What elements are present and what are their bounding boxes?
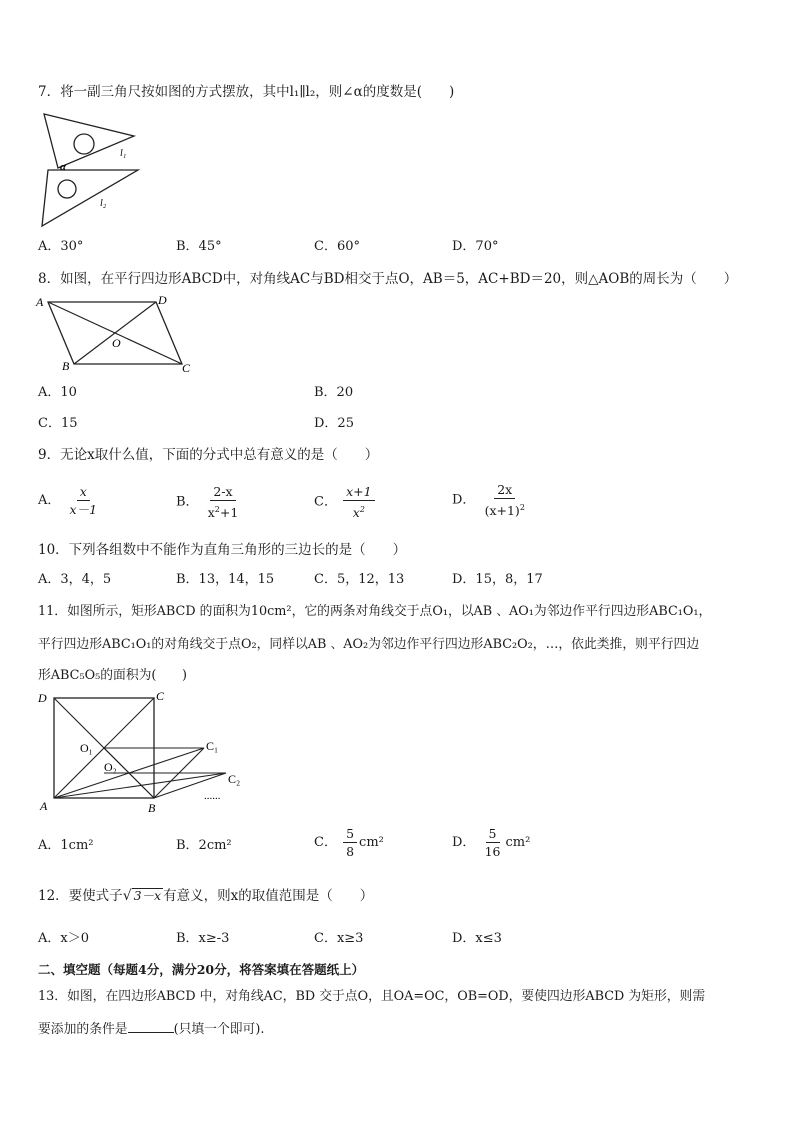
q13-line-2 <box>38 1020 264 1039</box>
q9-option-c <box>314 484 377 520</box>
label-l1: l₁ <box>120 148 127 159</box>
answer-blank[interactable] <box>128 1020 174 1033</box>
q11-d-unit: cm² <box>505 835 531 850</box>
q9-stem: 9．无论x取什么值，下面的分式中总有意义的是（ ） <box>38 447 379 463</box>
label-o1: O₁ <box>80 741 93 755</box>
q9-d-fraction <box>482 482 528 518</box>
label-c2: C₂ <box>228 772 241 786</box>
q11-line-1: 11．如图所示，矩形ABCD 的面积为10cm²，它的两条对角线交于点O₁，以AB 、AO₁为邻边作平行四边形ABC₁O₁， <box>38 604 712 619</box>
q7-stem: 7．将一副三角尺按如图的方式摆放，其中l₁∥l₂，则∠α的度数是( ) <box>38 84 455 100</box>
q11-d-den: 16 <box>484 844 501 859</box>
q9-c-num: x+1 <box>343 484 374 501</box>
q10-option-b: B．13，14，15 <box>176 572 275 587</box>
label-b: B <box>148 801 156 815</box>
q12-stem <box>38 887 373 905</box>
q9-a-den: x－1 <box>69 502 98 517</box>
label-c: C <box>182 361 191 375</box>
q11-d-num: 5 <box>486 826 500 843</box>
q12-stem-post: 有意义，则x的取值范围是（ ） <box>163 888 374 904</box>
q7-option-b: B．45° <box>176 239 222 254</box>
q11-option-c <box>314 826 384 859</box>
q11-c-den: 8 <box>346 844 355 859</box>
label-b: B <box>62 359 70 373</box>
q11-d-fraction <box>482 826 504 859</box>
q9-a-fraction <box>67 484 101 517</box>
q8-figure <box>34 292 198 376</box>
q11-c-num: 5 <box>343 826 357 843</box>
label-o2: O₂ <box>104 760 117 774</box>
q9-d-den: $(x+1)^2$ <box>484 503 525 519</box>
q12-option-d: D．x≤3 <box>452 931 502 946</box>
upper-triangle <box>44 114 134 168</box>
q11-c-fraction <box>343 826 357 859</box>
q7-option-c: C．60° <box>314 239 360 254</box>
q11-figure <box>34 686 250 816</box>
q7-option-d: D．70° <box>452 239 499 254</box>
q9-c-fraction <box>343 484 374 520</box>
q13-line-2-post: (只填一个即可). <box>173 1022 265 1037</box>
q9-c-den: $x^2$ <box>352 505 365 521</box>
label-d: D <box>38 691 47 705</box>
q10-option-d: D．15，8，17 <box>452 572 543 587</box>
q9-b-label: B． <box>176 494 199 510</box>
q13-line-2-pre: 要添加的条件是 <box>38 1022 128 1037</box>
q9-b-num: 2-x <box>210 484 235 501</box>
q8-option-c: C．15 <box>38 416 78 431</box>
label-c1: C₁ <box>206 739 219 753</box>
q8-option-a: A．10 <box>38 385 77 400</box>
q9-option-b <box>176 484 243 520</box>
segment-a-c2 <box>54 773 226 798</box>
q10-option-a: A．3，4，5 <box>38 572 112 587</box>
q8-stem: 8．如图，在平行四边形ABCD中，对角线AC与BD相交于点O，AB＝5，AC+BD＝20，则△AOB的周长为（ ） <box>38 271 738 287</box>
q9-d-num: 2x <box>494 482 515 499</box>
q10-option-c: C．5，12，13 <box>314 572 405 587</box>
q11-c-label: C． <box>314 835 337 850</box>
label-dots: ...... <box>204 790 221 802</box>
q9-option-a <box>38 484 102 517</box>
label-a: A <box>40 799 48 813</box>
label-l2: l₂ <box>100 198 107 209</box>
q9-a-num: x <box>77 484 90 501</box>
q9-b-den: $x^2+1$ <box>207 505 239 521</box>
q11-option-d <box>452 826 530 859</box>
q9-c-label: C． <box>314 494 337 510</box>
q9-option-d <box>452 482 530 518</box>
section-2-title: 二、填空题（每题4分，满分20分，将答案填在答题纸上） <box>38 962 365 977</box>
diagonal-bd <box>74 302 156 364</box>
q8-option-b: B．20 <box>314 385 354 400</box>
q7-option-a: A．30° <box>38 239 84 254</box>
q11-d-label: D． <box>452 835 476 850</box>
q9-a-label: A． <box>38 493 61 508</box>
lower-circle <box>58 180 76 198</box>
q8-option-d: D．25 <box>314 416 354 431</box>
label-c: C <box>156 689 165 703</box>
q10-stem: 10．下列各组数中不能作为直角三角形的三边长的是（ ） <box>38 542 407 558</box>
label-alpha: α <box>60 161 67 173</box>
lower-triangle <box>42 170 138 226</box>
label-o: O <box>112 336 121 350</box>
label-d: D <box>158 293 167 307</box>
q9-d-label: D． <box>452 492 476 508</box>
q11-option-a: A．1cm² <box>38 838 94 853</box>
q12-stem-pre: 12．要使式子 <box>38 888 123 904</box>
q11-c-unit: cm² <box>359 835 384 850</box>
q11-line-3: 形ABC₅O₅的面积为( ) <box>38 668 187 683</box>
q12-radicand: 3－x <box>133 888 162 903</box>
q7-figure <box>38 110 146 230</box>
q11-line-2: 平行四边形ABC₁O₁的对角线交于点O₂，同样以AB 、AO₂为邻边作平行四边形ABC₂O₂，…，依此类推，则平行四边 <box>38 637 700 652</box>
label-a: A <box>36 295 44 309</box>
radical-sign: √ <box>122 888 132 904</box>
q13-line-1: 13．如图，在四边形ABCD 中，对角线AC，BD 交于点O，且OA=OC，OB=OD，要使四边形ABCD 为矩形，则需 <box>38 989 706 1004</box>
q12-option-a: A．x＞0 <box>38 931 89 946</box>
q9-b-fraction <box>205 484 242 520</box>
q12-option-c: C．x≥3 <box>314 931 364 946</box>
upper-circle <box>74 134 94 154</box>
q11-option-b: B．2cm² <box>176 838 232 853</box>
q12-option-b: B．x≥-3 <box>176 931 230 946</box>
